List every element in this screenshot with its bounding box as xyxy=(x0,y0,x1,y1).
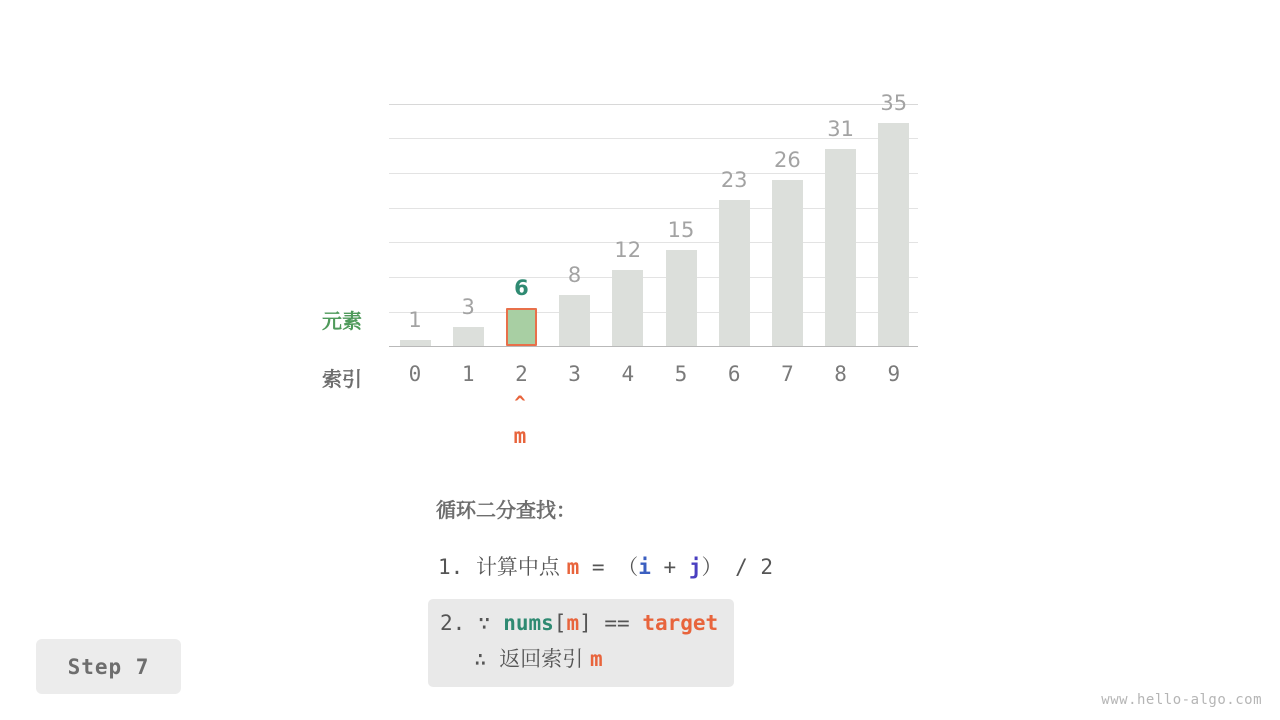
index-label-1: 1 xyxy=(461,362,475,386)
line1-token-i: i xyxy=(638,555,651,579)
bar-value-1: 3 xyxy=(461,295,475,319)
line2-sub-text: 返回索引 xyxy=(499,647,590,671)
bar-value-3: 8 xyxy=(567,263,582,287)
bar-4 xyxy=(612,270,643,346)
line2-token-m: m xyxy=(566,611,580,635)
index-label-3: 3 xyxy=(568,362,581,386)
line1-text: 计算中点 xyxy=(475,555,567,579)
bar-2 xyxy=(506,308,537,346)
row-label-index: 索引 xyxy=(322,367,362,391)
line1-tail: ） / 2 xyxy=(701,555,774,579)
step-badge: Step 7 xyxy=(36,639,181,694)
index-label-9: 9 xyxy=(887,362,901,386)
bar-9 xyxy=(878,123,909,346)
line2-bracket-close: ] xyxy=(579,611,592,635)
caption-title: 循环二分查找： xyxy=(436,498,576,522)
pointer-caret-m: ^ xyxy=(514,392,526,414)
caption-highlight-box xyxy=(428,599,734,687)
line2-bracket-open: [ xyxy=(553,611,567,635)
line2-token-nums: nums xyxy=(503,611,554,635)
pointer-label-m: m xyxy=(513,424,527,448)
bar-7 xyxy=(772,180,803,346)
bar-value-6: 23 xyxy=(720,168,748,192)
bar-3 xyxy=(559,295,590,346)
bar-5 xyxy=(666,250,697,346)
bar-value-4: 12 xyxy=(614,238,642,262)
caption-block xyxy=(428,494,928,687)
line2-prefix: 2. ∵ xyxy=(440,611,504,635)
line1-token-j: j xyxy=(688,555,702,579)
line1-eq: = （ xyxy=(579,555,639,579)
caption-line-2-sub xyxy=(474,643,718,673)
caption-line-1 xyxy=(438,551,928,581)
line2-token-target: target xyxy=(642,611,719,635)
index-label-7: 7 xyxy=(781,362,794,386)
line2-sub-token-m: m xyxy=(589,647,603,671)
index-label-0: 0 xyxy=(408,362,422,386)
bar-6 xyxy=(719,200,750,346)
index-label-6: 6 xyxy=(727,362,741,386)
line2-sub-prefix: ∴ xyxy=(474,647,500,671)
line1-plus: + xyxy=(650,555,689,579)
index-label-2: 2 xyxy=(515,362,528,386)
caption-line-2 xyxy=(440,611,718,635)
bar-8 xyxy=(825,149,856,346)
index-label-5: 5 xyxy=(674,362,688,386)
line1-prefix: 1. xyxy=(438,555,476,579)
chart-top-axis xyxy=(389,104,918,105)
bar-value-7: 26 xyxy=(774,148,801,172)
line1-token-m: m xyxy=(566,555,580,579)
bar-value-9: 35 xyxy=(880,91,908,115)
watermark: www.hello-algo.com xyxy=(1101,692,1262,708)
bar-0 xyxy=(400,340,431,346)
bar-value-8: 31 xyxy=(827,117,854,141)
chart-baseline xyxy=(389,346,918,347)
line2-eq: == xyxy=(591,611,643,635)
bar-value-5: 15 xyxy=(667,218,695,242)
bar-1 xyxy=(453,327,484,346)
row-label-element: 元素 xyxy=(322,309,362,333)
index-label-4: 4 xyxy=(621,362,635,386)
index-label-8: 8 xyxy=(834,362,847,386)
bar-value-0: 1 xyxy=(408,308,422,332)
bar-value-2: 6 xyxy=(514,276,529,300)
